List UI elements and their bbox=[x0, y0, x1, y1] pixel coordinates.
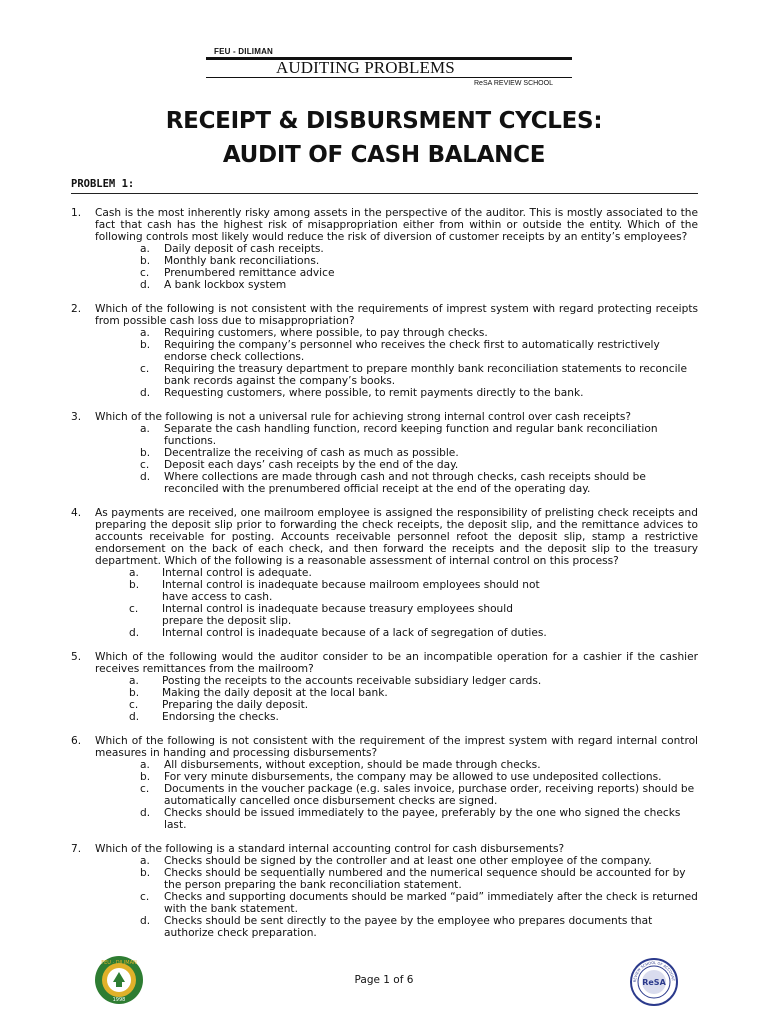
option-letter: b. bbox=[129, 579, 140, 591]
option-letter: c. bbox=[140, 891, 150, 903]
option-text: Daily deposit of cash receipts. bbox=[164, 243, 324, 255]
header-rule-bottom bbox=[206, 77, 572, 78]
question bbox=[71, 735, 698, 831]
option-text: All disbursements, without exception, should be made through checks. bbox=[164, 759, 541, 771]
page-title-line-1: RECEIPT & DISBURSMENT CYCLES: bbox=[165, 108, 603, 134]
answer-option bbox=[140, 807, 698, 831]
option-letter: c. bbox=[140, 363, 150, 375]
option-letter: d. bbox=[140, 915, 151, 927]
question bbox=[71, 303, 698, 399]
option-letter: a. bbox=[140, 855, 150, 867]
option-text: Internal control is inadequate because mailroom employees should not have access to cash. bbox=[162, 579, 540, 603]
option-letter: a. bbox=[129, 567, 139, 579]
answer-option bbox=[140, 327, 698, 339]
option-letter: d. bbox=[140, 471, 151, 483]
option-text: Endorsing the checks. bbox=[162, 711, 279, 723]
option-text: Requiring the company’s personnel who receives the check first to automatically restrictively endorse check collections. bbox=[164, 339, 660, 363]
option-letter: d. bbox=[129, 627, 140, 639]
option-letter: b. bbox=[129, 687, 140, 699]
question-number: 6. bbox=[71, 735, 82, 747]
header-title: AUDITING PROBLEMS bbox=[276, 58, 455, 77]
option-text: Internal control is inadequate because treasury employees should prepare the deposit slip. bbox=[162, 603, 513, 627]
page-title-line-2: AUDIT OF CASH BALANCE bbox=[222, 142, 546, 168]
option-letter: a. bbox=[140, 423, 150, 435]
option-text: For very minute disbursements, the company may be allowed to use undeposited collections. bbox=[164, 771, 662, 783]
option-text: Requesting customers, where possible, to remit payments directly to the bank. bbox=[164, 387, 584, 399]
answer-option bbox=[129, 627, 698, 639]
question-number: 1. bbox=[71, 207, 82, 219]
answer-option bbox=[140, 339, 698, 363]
question-text: As payments are received, one mailroom employee is assigned the responsibility of prelisting check receipts and preparing the deposit slip prior to forwarding the check receipts, the deposit slip, and the remittance advices to accounts receivable for posting. Accounts receivable personnel refoot the deposit slip, stamp a restrictive endorsement on the back of each check, and then forward the receipts and the deposit slip to the treasury department. Which of the following is a reasonable assessment of internal control on this process? bbox=[95, 507, 698, 567]
answer-option bbox=[140, 387, 698, 399]
question bbox=[71, 411, 698, 495]
question-text: Which of the following is not consistent with the requirement of the imprest system with regard internal control measures in handing and processing disbursements? bbox=[95, 735, 698, 759]
question-text: Which of the following is not consistent with the requirements of imprest system with regard protecting receipts from possible cash loss due to misappropriation? bbox=[95, 303, 698, 327]
question-text: Which of the following is a standard internal accounting control for cash disbursements? bbox=[95, 843, 565, 855]
option-letter: a. bbox=[140, 759, 150, 771]
answer-option bbox=[140, 915, 698, 939]
option-text: Internal control is inadequate because of a lack of segregation of duties. bbox=[162, 627, 547, 639]
question-list bbox=[71, 207, 698, 951]
option-letter: b. bbox=[140, 867, 151, 879]
answer-option bbox=[140, 447, 698, 459]
option-text: Deposit each days’ cash receipts by the end of the day. bbox=[164, 459, 459, 471]
answer-option bbox=[140, 267, 698, 279]
answer-option bbox=[140, 243, 698, 255]
option-letter: b. bbox=[140, 771, 151, 783]
option-text: Requiring the treasury department to prepare monthly bank reconciliation statements to reconcile bank records against the company’s books. bbox=[164, 363, 687, 387]
option-letter: c. bbox=[129, 603, 139, 615]
question-text: Cash is the most inherently risky among assets in the perspective of the auditor. This is mostly associated to the fact that cash has the highest risk of misappropriation either from within or outside the entity. Which of the following controls most likely would reduce the risk of diversion of customer receipts by an entity’s employees? bbox=[95, 207, 698, 243]
option-text: Checks and supporting documents should be marked “paid” immediately after the check is returned with the bank statement. bbox=[164, 891, 698, 915]
question-text: Which of the following would the auditor consider to be an incompatible operation for a cashier if the cashier receives remittances from the mailroom? bbox=[95, 651, 698, 675]
answer-option bbox=[140, 471, 698, 495]
answer-option bbox=[140, 783, 698, 807]
school-label: FEU - DILIMAN bbox=[214, 47, 274, 56]
answer-option bbox=[140, 759, 698, 771]
option-letter: b. bbox=[140, 339, 151, 351]
question-number: 5. bbox=[71, 651, 82, 663]
option-text: Documents in the voucher package (e.g. sales invoice, purchase order, receiving reports) should be automatically cancelled once disbursement checks are signed. bbox=[164, 783, 695, 807]
answer-option bbox=[140, 279, 698, 291]
question bbox=[71, 507, 698, 639]
option-text: Requiring customers, where possible, to pay through checks. bbox=[164, 327, 488, 339]
answer-option bbox=[129, 675, 698, 687]
answer-option bbox=[129, 603, 698, 627]
seal-right-ring-text: REVIEW SCHOOL OF ACCOUNT bbox=[632, 960, 675, 983]
question bbox=[71, 651, 698, 723]
option-text: Monthly bank reconciliations. bbox=[164, 255, 320, 267]
option-letter: d. bbox=[140, 807, 151, 819]
question bbox=[71, 843, 698, 939]
option-letter: d. bbox=[140, 387, 151, 399]
problem-divider bbox=[71, 193, 698, 194]
option-letter: a. bbox=[140, 327, 150, 339]
option-letter: c. bbox=[129, 699, 139, 711]
option-text: A bank lockbox system bbox=[164, 279, 287, 291]
seal-left-top-text: FEU · DILIMAN bbox=[101, 960, 137, 966]
answer-option bbox=[140, 423, 698, 447]
resa-seal bbox=[630, 958, 678, 1006]
option-text: Separate the cash handling function, record keeping function and regular bank reconciliation functions. bbox=[164, 423, 658, 447]
page-number: Page 1 of 6 bbox=[354, 974, 414, 986]
question-number: 4. bbox=[71, 507, 82, 519]
option-letter: a. bbox=[140, 243, 150, 255]
option-letter: a. bbox=[129, 675, 139, 687]
option-text: Checks should be sequentially numbered and the numerical sequence should be accounted for by the person preparing the bank reconciliation statement. bbox=[164, 867, 686, 891]
option-letter: c. bbox=[140, 267, 150, 279]
review-school-label: ReSA REVIEW SCHOOL bbox=[474, 80, 553, 87]
answer-option bbox=[129, 567, 698, 579]
question-number: 3. bbox=[71, 411, 82, 423]
answer-option bbox=[140, 891, 698, 915]
option-text: Checks should be sent directly to the payee by the employee who prepares documents that authorize check preparation. bbox=[164, 915, 653, 939]
answer-option bbox=[140, 855, 698, 867]
answer-option bbox=[140, 867, 698, 891]
question bbox=[71, 207, 698, 291]
answer-option bbox=[129, 699, 698, 711]
option-text: Where collections are made through cash and not through checks, cash receipts should be reconciled with the prenumbered official receipt at the end of the operating day. bbox=[164, 471, 646, 495]
answer-option bbox=[140, 771, 698, 783]
option-letter: b. bbox=[140, 447, 151, 459]
answer-option bbox=[140, 363, 698, 387]
option-text: Decentralize the receiving of cash as much as possible. bbox=[164, 447, 459, 459]
question-number: 2. bbox=[71, 303, 82, 315]
option-text: Internal control is adequate. bbox=[162, 567, 312, 579]
answer-option bbox=[140, 255, 698, 267]
option-text: Prenumbered remittance advice bbox=[164, 267, 335, 279]
seal-left-year: 1998 bbox=[112, 997, 126, 1003]
question-text: Which of the following is not a universal rule for achieving strong internal control over cash receipts? bbox=[95, 411, 631, 423]
answer-option bbox=[129, 711, 698, 723]
answer-option bbox=[129, 579, 698, 603]
answer-option bbox=[140, 459, 698, 471]
option-letter: c. bbox=[140, 783, 150, 795]
option-letter: b. bbox=[140, 255, 151, 267]
problem-heading: PROBLEM 1: bbox=[71, 178, 135, 190]
option-text: Preparing the daily deposit. bbox=[162, 699, 309, 711]
option-text: Making the daily deposit at the local bank. bbox=[162, 687, 388, 699]
seal-right-logo: ReSA bbox=[642, 978, 666, 987]
option-letter: d. bbox=[129, 711, 140, 723]
answer-option bbox=[129, 687, 698, 699]
option-text: Checks should be issued immediately to the payee, preferably by the one who signed the checks last. bbox=[164, 807, 681, 831]
question-number: 7. bbox=[71, 843, 82, 855]
option-text: Checks should be signed by the controller and at least one other employee of the company. bbox=[164, 855, 652, 867]
option-letter: c. bbox=[140, 459, 150, 471]
option-letter: d. bbox=[140, 279, 151, 291]
option-text: Posting the receipts to the accounts receivable subsidiary ledger cards. bbox=[162, 675, 542, 687]
